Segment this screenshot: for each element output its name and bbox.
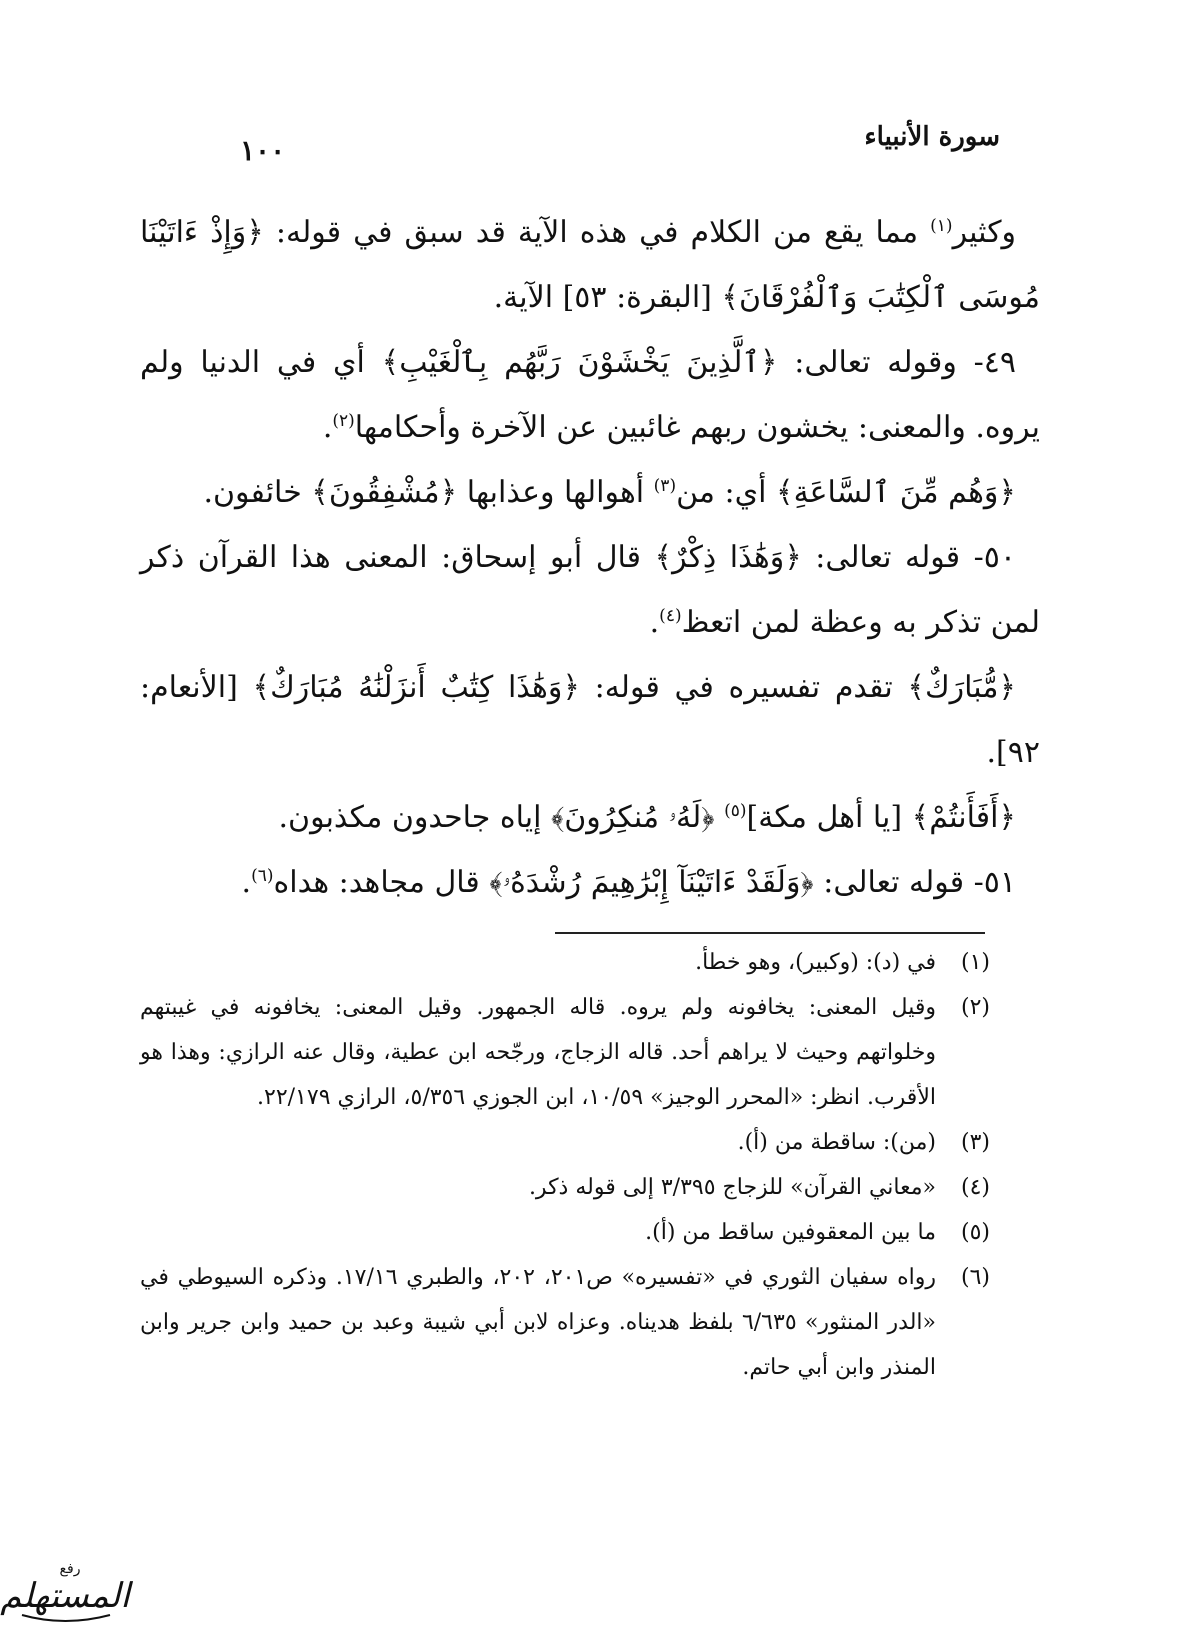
- footnote-number: (١): [960, 950, 990, 975]
- footnote-ref-2: (٢): [332, 411, 355, 431]
- text-run: أهوالها وعذابها: [457, 475, 654, 510]
- footnote-number: (٤): [960, 1175, 990, 1200]
- footnote-item: [140, 1210, 990, 1255]
- paragraph-1: [140, 200, 1040, 330]
- footnote-item: [140, 985, 990, 1120]
- text-run: أي في الدنيا ولم يروه. والمعنى: يخشون ربهم غائبين عن الآخرة وأحكامها: [140, 345, 1040, 445]
- footnote-text: رواه سفيان الثوري في «تفسيره» ص٢٠١، ٢٠٢، والطبري ١٧/١٦. وذكره السيوطي في «الدر المنثور» ٦/٦٣٥ بلفظ هديناه. وعزاه لابن أبي شيبة وعبد بن حميد وابن جرير وابن المنذر وابن أبي حاتم.: [140, 1265, 936, 1380]
- text-run: [الأنعام: ٩٢].: [140, 670, 1040, 770]
- footnote-number: (٦): [960, 1265, 990, 1290]
- footnote-ref-3: (٣): [653, 476, 677, 496]
- footnote-text: في (د): (وكبير)، وهو خطأ.: [695, 950, 936, 975]
- footnote-item: [140, 940, 990, 985]
- footnote-ref-5: (٥): [724, 801, 747, 821]
- publisher-logo: [0, 1555, 130, 1633]
- quran-verse: ﴿وَهَٰذَا ذِكْرٌ﴾: [654, 540, 802, 575]
- paragraph-6: [140, 785, 1040, 850]
- text-run: .: [649, 605, 660, 640]
- footnote-number: (٥): [960, 1220, 990, 1245]
- paragraph-5: [140, 655, 1040, 785]
- text-run: تقدم تفسيره في قوله:: [579, 670, 908, 705]
- paragraph-3: [140, 460, 1040, 525]
- logo-text: المستهلم: [0, 1576, 130, 1616]
- text-run: أي: من: [676, 475, 776, 510]
- quran-verse: ﴿ٱلَّذِينَ يَخْشَوْنَ رَبَّهُم بِٱلْغَيْبِ﴾: [381, 345, 778, 380]
- quran-verse: ﴿أَفَأَنتُمْ﴾: [911, 800, 1016, 835]
- footnote-ref-1: (١): [930, 216, 953, 236]
- footnote-ref-4: (٤): [659, 606, 682, 626]
- quran-verse: ﴿لَهُۥ مُنكِرُونَ﴾: [550, 800, 715, 835]
- logo-sub-text: رفع: [59, 1561, 81, 1577]
- footnote-text: «معاني القرآن» للزجاج ٣/٣٩٥ إلى قوله ذكر.: [528, 1175, 936, 1200]
- text-run: خائفون.: [203, 475, 312, 510]
- footnote-item: [140, 1255, 990, 1390]
- quran-verse: ﴿وَإِذْ ءَاتَيْنَا مُوسَى ٱلْكِتَٰبَ وَٱلْفُرْقَانَ﴾: [140, 215, 1040, 315]
- main-text: [140, 200, 1040, 915]
- footnote-number: (٢): [960, 995, 990, 1020]
- surah-title: سورة الأنبياء: [864, 122, 1000, 152]
- text-run: مما يقع من الكلام في هذه الآية قد سبق في قوله:: [263, 215, 931, 250]
- text-run: [715, 800, 725, 835]
- footnote-ref-6: (٦): [251, 866, 274, 886]
- page-header: [240, 120, 1000, 168]
- text-run: ٥٠- قوله تعالى:: [801, 540, 1017, 575]
- paragraph-4: [140, 525, 1040, 655]
- quran-verse: ﴿مُّبَارَكٌ﴾: [907, 670, 1016, 705]
- text-run: [يا أهل مكة]: [746, 800, 912, 835]
- footnotes: [140, 940, 990, 1390]
- quran-verse: ﴿وَهُم مِّنَ ٱلسَّاعَةِ﴾: [775, 475, 1016, 510]
- text-run: إياه جاحدون مكذبون.: [278, 800, 551, 835]
- text-run: قال أبو إسحاق: المعنى هذا القرآن ذكر لمن تذكر به وعظة لمن اتعظ: [140, 540, 1040, 640]
- footnote-item: [140, 1120, 990, 1165]
- text-run: وكثير: [952, 215, 1016, 250]
- quran-verse: ﴿وَهَٰذَا كِتَٰبٌ أَنزَلْنَٰهُ مُبَارَكٌ﴾: [252, 670, 580, 705]
- footnote-separator: [555, 932, 985, 934]
- paragraph-2: [140, 330, 1040, 460]
- text-run: ٥١- قوله تعالى:: [813, 865, 1016, 900]
- footnote-text: ما بين المعقوفين ساقط من (أ).: [645, 1220, 936, 1245]
- footnote-number: (٣): [960, 1130, 990, 1155]
- text-run: .: [241, 865, 252, 900]
- footnote-text: وقيل المعنى: يخافونه ولم يروه. قاله الجمهور. وقيل المعنى: يخافونه في غيبتهم وخلواتهم وحيث لا يراهم أحد. قاله الزجاج، ورجّحه ابن عطية، وقال عنه الرازي: وهذا هو الأقرب. انظر: «المحرر الوجيز» ١٠/٥٩، ابن الجوزي ٥/٣٥٦، الرازي ٢٢/١٧٩.: [140, 995, 936, 1110]
- page-number: ١٠٠: [240, 134, 286, 167]
- text-run: ٤٩- وقوله تعالى:: [777, 345, 1017, 380]
- footnote-item: [140, 1165, 990, 1210]
- paragraph-7: [140, 850, 1040, 915]
- footnote-text: (من): ساقطة من (أ).: [737, 1130, 936, 1155]
- quran-verse: ﴿وَلَقَدْ ءَاتَيْنَآ إِبْرَٰهِيمَ رُشْدَهُۥ﴾: [489, 865, 814, 900]
- text-run: قال مجاهد: هداه: [273, 865, 490, 900]
- quran-verse: ﴿مُشْفِقُونَ﴾: [311, 475, 458, 510]
- text-run: [البقرة: ٥٣] الآية.: [493, 280, 722, 315]
- text-run: .: [322, 410, 333, 445]
